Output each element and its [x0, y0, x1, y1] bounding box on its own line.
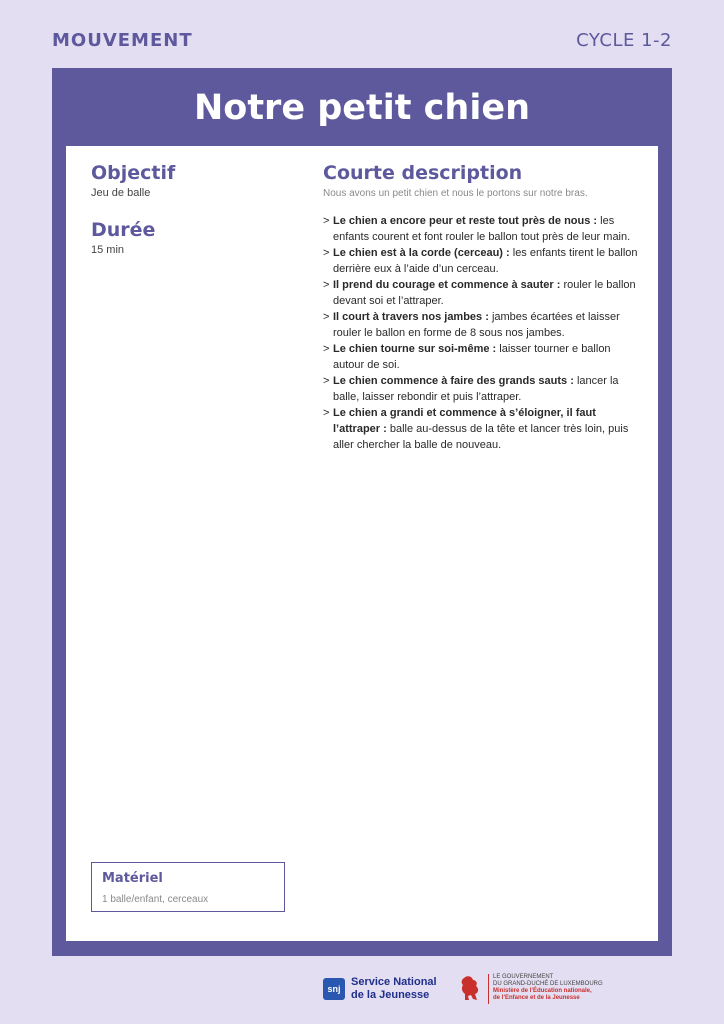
- materiel-heading: Matériel: [102, 871, 163, 886]
- card-title: Notre petit chien: [193, 88, 530, 128]
- step-text: laisser tourner e ballon autour de soi.: [333, 343, 611, 371]
- step-item: [323, 341, 643, 373]
- objectif-heading: Objectif: [91, 162, 176, 184]
- snj-line2: de la Jeunesse: [351, 989, 430, 1001]
- gov-line2: DU GRAND-DUCHÉ DE LUXEMBOURG: [493, 981, 603, 987]
- step-item: [323, 277, 643, 309]
- step-bold: Il prend du courage et commence à sauter :: [333, 279, 561, 291]
- step-text: lancer la balle, laisser rebondir et puis l’attraper.: [333, 375, 619, 403]
- description-heading: Courte description: [323, 162, 523, 184]
- objectif-section: [91, 162, 291, 199]
- gov-line4: de l’Enfance et de la Jeunesse: [493, 995, 580, 1001]
- step-item: [323, 245, 643, 277]
- objectif-text: Jeu de balle: [91, 187, 151, 199]
- description-column: [323, 162, 643, 453]
- description-intro: Nous avons un petit chien et nous le portons sur notre bras.: [323, 188, 588, 199]
- gov-divider: [488, 974, 489, 1004]
- step-item: [323, 309, 643, 341]
- duree-section: [91, 219, 291, 256]
- step-text: jambes écartées et laisser rouler le ballon en forme de 8 sous nos jambes.: [333, 311, 620, 339]
- category-label: MOUVEMENT: [52, 30, 193, 51]
- duree-heading: Durée: [91, 219, 156, 241]
- description-steps: [323, 213, 643, 453]
- materiel-text: 1 balle/enfant, cerceaux: [102, 894, 209, 905]
- step-text: balle au-dessus de la tête et lancer très loin, puis aller chercher la balle de nouveau.: [333, 423, 629, 451]
- footer: [0, 972, 724, 1012]
- snj-name: [351, 976, 451, 1002]
- step-item: [323, 373, 643, 405]
- step-item: [323, 213, 643, 245]
- step-bold: Il court à travers nos jambes :: [333, 311, 489, 323]
- cycle-label: CYCLE 1-2: [576, 30, 672, 51]
- step-item: [323, 405, 643, 453]
- snj-logo: snj: [323, 978, 345, 1000]
- card-body: [66, 146, 658, 941]
- step-bold: Le chien a encore peur et reste tout près de nous :: [333, 215, 598, 227]
- step-text: rouler le ballon devant soi et l’attraper.: [333, 279, 636, 307]
- duree-text: 15 min: [91, 244, 125, 256]
- step-bold: Le chien est à la corde (cerceau) :: [333, 247, 510, 259]
- activity-card: [52, 68, 672, 956]
- step-bold: Le chien a grandi et commence à s’éloigner, il faut l’attraper :: [333, 407, 596, 435]
- red-lion-icon: [458, 974, 482, 1002]
- materiel-box: [91, 862, 285, 912]
- snj-line1: Service National: [351, 976, 437, 988]
- step-text: les enfants courent et font rouler le ballon tout près de leur main.: [333, 215, 631, 243]
- step-bold: Le chien tourne sur soi-même :: [333, 343, 497, 355]
- gov-text: [493, 974, 633, 1002]
- step-bold: Le chien commence à faire des grands sauts :: [333, 375, 574, 387]
- gov-line3: Ministère de l’Éducation nationale,: [493, 988, 592, 994]
- left-column: [91, 162, 291, 256]
- gov-line1: LE GOUVERNEMENT: [493, 974, 554, 980]
- step-text: les enfants tirent le ballon derrière eux à l’aide d’un cerceau.: [333, 247, 638, 275]
